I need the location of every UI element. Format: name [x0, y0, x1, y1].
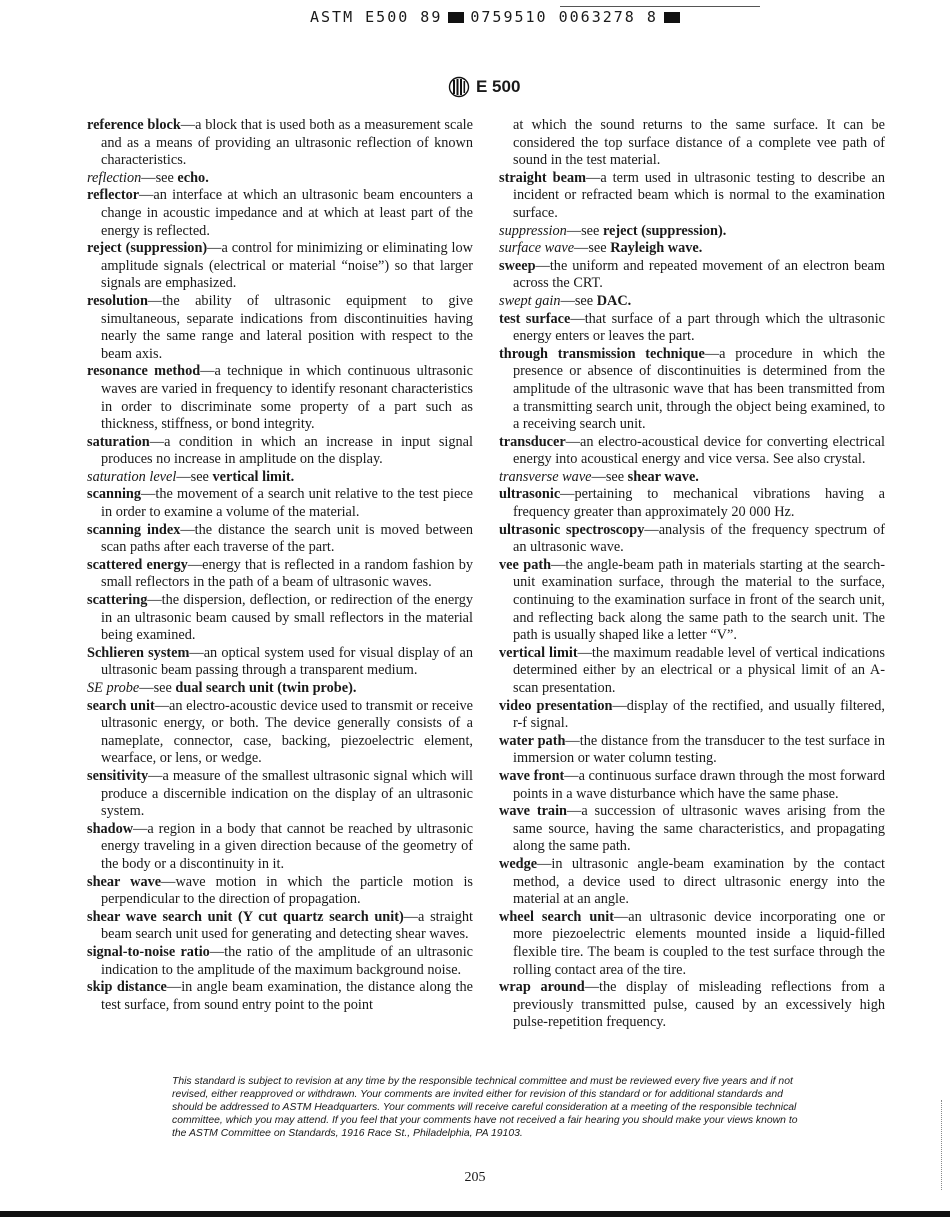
cross-reference: echo. — [177, 169, 209, 186]
glossary-term: Schlieren system — [87, 644, 190, 661]
glossary-term: transducer — [499, 433, 566, 450]
glossary-entry — [87, 645, 473, 680]
glossary-entry — [499, 522, 885, 557]
glossary-term: sensitivity — [87, 767, 149, 784]
glossary-definition: —a technique in which continuous ultrasonic waves are varied in frequency to identify resonant characteristics in order to discriminate some property of a part such as thickness, stiffness, or bond integrity. — [101, 363, 473, 433]
right-column — [499, 117, 885, 1032]
glossary-entry — [499, 768, 885, 803]
glossary-term: swept gain — [499, 292, 561, 309]
glossary-entry — [87, 944, 473, 979]
glossary-entry — [499, 311, 885, 346]
glossary-definition: —see — [141, 169, 178, 186]
glossary-entry — [499, 293, 885, 311]
glossary-entry — [499, 733, 885, 768]
glossary-definition: —energy that is reflected in a random fashion by small reflectors in the path of a beam of ultrasonic waves. — [101, 556, 474, 591]
glossary-term: wave train — [499, 803, 568, 820]
glossary-entry — [87, 522, 473, 557]
glossary-term: vertical limit — [499, 644, 578, 661]
glossary-term: sweep — [499, 257, 536, 274]
glossary-entry — [87, 698, 473, 768]
glossary-term: scanning — [87, 486, 142, 503]
glossary-term: ultrasonic — [499, 486, 561, 503]
glossary-term: shear wave search unit (Y cut quartz search unit) — [87, 908, 404, 925]
left-column — [87, 117, 473, 1014]
cross-reference: reject (suppression). — [602, 222, 727, 239]
header-block-mark-end — [664, 12, 680, 23]
glossary-entry — [87, 363, 473, 433]
glossary-term: scattered energy — [87, 556, 188, 573]
glossary-term: wedge — [499, 855, 538, 872]
glossary-entry — [499, 240, 885, 258]
document-code-header — [310, 8, 730, 32]
glossary-definition: —analysis of the frequency spectrum of an ultrasonic wave. — [513, 521, 885, 556]
glossary-term: vee path — [499, 556, 552, 573]
glossary-definition: —a block that is used both as a measurement scale and as a means of providing an ultrasonic reflection of known characteristics. — [101, 117, 473, 169]
glossary-entry — [499, 909, 885, 979]
glossary-definition: —the uniform and repeated movement of an electron beam across the CRT. — [513, 257, 885, 292]
glossary-term: resonance method — [87, 363, 201, 380]
revision-footnote: This standard is subject to revision at any time by the responsible technical committee and must be reviewed every five years and if not revised, either reapproved or withdrawn. Your comments are invited either for revision of this standard or for additional standards and should be addressed to ASTM Headquarters. Your comments will receive careful consideration at a meeting of the responsible technical committee, which you may attend. If you feel that your comments have not received a fair hearing you should make your views known to the ASTM Committee on Standards, 1916 Race St., Philadelphia, PA 19103. — [172, 1076, 798, 1139]
glossary-term: surface wave — [499, 240, 575, 257]
astm-logo-icon — [448, 76, 470, 98]
glossary-entry — [87, 187, 473, 240]
glossary-entry — [499, 856, 885, 909]
glossary-definition: —the distance from the transducer to the test surface in immersion or water column testing. — [513, 732, 886, 767]
header-code-mid: 0759510 0063278 8 — [470, 8, 658, 26]
cross-reference: Rayleigh wave. — [610, 240, 703, 257]
glossary-entry — [499, 223, 885, 241]
glossary-definition: —in angle beam examination, the distance along the test surface, from sound entry point to the point — [101, 979, 473, 1013]
header-block-mark — [448, 12, 464, 23]
glossary-definition: —see — [574, 240, 611, 257]
glossary-definition: —the display of misleading reflections from a previously transmitted pulse, caused by an excessively high pulse-repetition frequency. — [513, 979, 885, 1031]
glossary-term: shear wave — [87, 873, 162, 890]
scan-bottom-edge — [0, 1211, 950, 1217]
glossary-definition: —the ability of ultrasonic equipment to give simultaneous, separate indications from discontinuities having nearly the same range and lateral position with respect to the beam axis. — [101, 292, 473, 362]
glossary-term: shadow — [87, 820, 134, 837]
glossary-definition: —in ultrasonic angle-beam examination by the contact method, a device used to direct ultrasonic energy into the material at an angle. — [513, 855, 885, 908]
glossary-definition: —a procedure in which the presence or absence of discontinuities is determined from the amplitude of the ultrasonic wave that has been transmitted from a transmitting search unit, through the object being examined, to a receiving search unit. — [513, 345, 885, 433]
glossary-definition: —a succession of ultrasonic waves arising from the same source, having the same characteristics, and propagating along the same path. — [513, 803, 885, 855]
glossary-term: through transmission technique — [499, 345, 705, 362]
glossary-definition: —the distance the search unit is moved between scan paths after each traverse of the part. — [101, 521, 474, 556]
glossary-term: SE probe — [87, 680, 140, 696]
glossary-definition: —a region in a body that cannot be reached by ultrasonic energy traveling in a given direction because of the geometry of the body or a discontinuity in it. — [101, 820, 473, 872]
glossary-entry — [87, 293, 473, 363]
glossary-entry — [87, 557, 473, 592]
glossary-entry — [499, 469, 885, 487]
glossary-term: test surface — [499, 310, 571, 327]
glossary-definition: —the maximum readable level of vertical indications determined either by an electrical or a physical limit of an A-scan presentation. — [513, 644, 885, 696]
glossary-term: scattering — [87, 592, 148, 609]
glossary-term: wrap around — [499, 979, 585, 996]
glossary-entry — [87, 680, 473, 698]
glossary-term: transverse wave — [499, 468, 592, 485]
glossary-entry — [499, 803, 885, 856]
glossary-term: scanning index — [87, 521, 181, 538]
glossary-definition: —an electro-acoustic device used to transmit or receive ultrasonic energy, or both. The device generally consists of a nameplate, connector, case, backing, piezoelectric element, wearface, or lens, or wedge. — [101, 697, 473, 767]
glossary-entry — [87, 592, 473, 645]
glossary-definition: —see — [566, 222, 603, 239]
header-code-left: ASTM E500 89 — [310, 8, 443, 26]
glossary-definition: —that surface of a part through which the ultrasonic energy enters or leaves the part. — [513, 310, 886, 345]
glossary-term: video presentation — [499, 697, 613, 714]
glossary-entry — [87, 979, 473, 1014]
glossary-term: water path — [499, 732, 566, 749]
standard-designation: E 500 — [476, 77, 521, 96]
glossary-definition: —a straight beam search unit used for generating and detecting shear waves. — [101, 908, 473, 943]
glossary-entry — [499, 979, 885, 1032]
glossary-entry — [87, 469, 473, 487]
glossary-definition: —a continuous surface drawn through the most forward points in a wave disturbance which have the same phase. — [513, 767, 885, 802]
glossary-entry — [87, 117, 473, 170]
glossary-definition: —pertaining to mechanical vibrations having a frequency greater than approximately 20 000 Hz. — [513, 486, 885, 521]
glossary-definition: —a measure of the smallest ultrasonic signal which will produce a discernible indication on the display of an ultrasonic system. — [101, 767, 473, 820]
glossary-definition: —a condition in which an increase in input signal produces no increase in amplitude on the display. — [101, 433, 473, 468]
glossary-term: ultrasonic spectroscopy — [499, 521, 645, 538]
glossary-term: reject (suppression) — [87, 240, 208, 257]
glossary-term: saturation — [87, 433, 150, 450]
cross-reference: DAC. — [596, 292, 632, 309]
glossary-entry — [499, 170, 885, 223]
glossary-entry — [87, 909, 473, 944]
glossary-definition: —see — [139, 680, 176, 696]
glossary-term: wheel search unit — [499, 908, 614, 925]
cross-reference: shear wave. — [627, 468, 699, 485]
glossary-entry — [499, 346, 885, 434]
glossary-term: wave front — [499, 767, 565, 784]
page-number: 205 — [464, 1170, 486, 1185]
glossary-entry — [87, 486, 473, 521]
glossary-term: search unit — [87, 697, 155, 714]
glossary-definition: —display of the rectified, and usually filtered, r-f signal. — [513, 697, 885, 732]
glossary-definition: —an electro-acoustical device for converting electrical energy into acoustical energy and vice versa. See also crystal. — [513, 433, 885, 468]
astm-logo-heading — [448, 76, 520, 98]
glossary-entry — [87, 240, 473, 293]
glossary-entry — [87, 874, 473, 909]
glossary-entry — [499, 434, 885, 469]
glossary-entry — [499, 486, 885, 521]
glossary-entry — [87, 768, 473, 821]
glossary-definition: —the ratio of the amplitude of an ultrasonic indication to the amplitude of the maximum background noise. — [101, 943, 474, 978]
glossary-term: reflector — [87, 187, 140, 204]
glossary-term: skip distance — [87, 979, 167, 996]
cross-reference: vertical limit. — [212, 468, 295, 485]
glossary-term: suppression — [499, 222, 567, 239]
glossary-definition: —the movement of a search unit relative to the test piece in order to examine a volume of the material. — [101, 486, 473, 521]
glossary-definition: —a term used in ultrasonic testing to describe an incident or refracted beam which is normal to the examination surface. — [513, 169, 885, 221]
glossary-term: saturation level — [87, 468, 177, 485]
glossary-definition: —the dispersion, deflection, or redirection of the energy in an ultrasonic beam caused by small reflectors in the material being examined. — [101, 592, 473, 644]
glossary-definition: —wave motion in which the particle motion is perpendicular to the direction of propagation. — [101, 873, 473, 908]
glossary-term: reflection — [87, 169, 142, 186]
glossary-entry — [499, 645, 885, 698]
glossary-definition: —the angle-beam path in materials starting at the search-unit examination surface, through the material to the surface, continuing to the examination surface in front of the search unit, and reflecting back along the same path to the search unit. The path is usually shaped like a letter “V”. — [513, 556, 885, 644]
glossary-term: reference block — [87, 117, 181, 133]
glossary-entry — [499, 557, 885, 645]
cross-reference: dual search unit (twin probe). — [175, 680, 357, 696]
glossary-definition: —an interface at which an ultrasonic beam encounters a change in acoustic impedance and at which at least part of the energy is reflected. — [101, 187, 473, 239]
scan-edge-marks — [941, 1100, 944, 1190]
glossary-entry — [499, 258, 885, 293]
glossary-definition: —see — [176, 468, 213, 485]
glossary-entry — [87, 170, 473, 188]
glossary-entry — [87, 434, 473, 469]
glossary-entry — [499, 698, 885, 733]
glossary-term: resolution — [87, 292, 148, 309]
glossary-definition: —see — [591, 468, 628, 485]
glossary-definition: —a control for minimizing or eliminating low amplitude signals (electrical or material “noise”) so that larger signals are emphasized. — [101, 240, 473, 292]
glossary-definition: —an ultrasonic device incorporating one or more piezoelectric elements mounted inside a liquid-filled flexible tire. The beam is coupled to the test surface through the rolling contact area of the tire. — [513, 908, 885, 978]
glossary-term: signal-to-noise ratio — [87, 943, 210, 960]
continuation-text: at which the sound returns to the same surface. It can be considered the top surface distance of a complete vee path of sound in the test material. — [513, 117, 885, 169]
glossary-entry — [87, 821, 473, 874]
header-rule — [560, 6, 760, 7]
glossary-term: straight beam — [499, 169, 587, 186]
glossary-definition: —see — [560, 292, 597, 309]
glossary-definition: —an optical system used for visual display of an ultrasonic beam passing through a transparent medium. — [101, 644, 474, 679]
